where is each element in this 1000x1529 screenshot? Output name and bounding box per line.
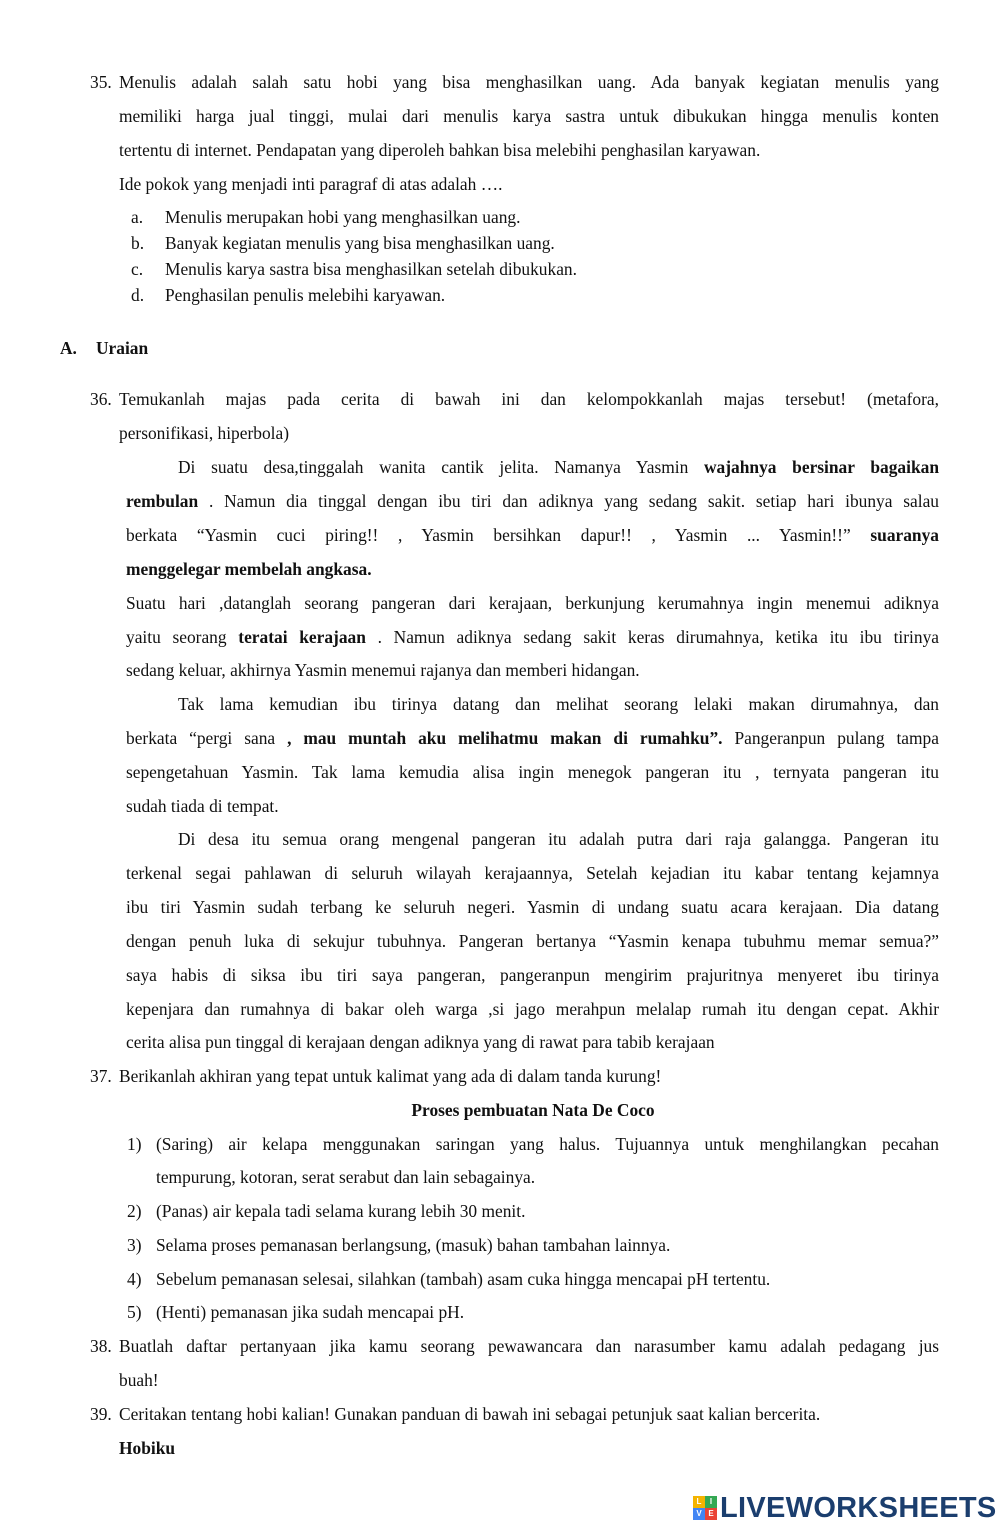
step-4-number: 4): [127, 1269, 142, 1289]
logo-letter-v: V: [693, 1508, 705, 1520]
story-p4-line-5: saya habis di siksa ibu tiri saya pangeran, pangeranpun mengirim prajuritnya menyeret ibu tirinya: [126, 965, 939, 985]
step-5-text: (Henti) pemanasan jika sudah mencapai pH.: [156, 1302, 465, 1322]
step-4-text: Sebelum pemanasan selesai, silahkan (tambah) asam cuka hingga mencapai pH tertentu.: [156, 1269, 771, 1289]
q35-number: 35.: [90, 72, 112, 92]
story-p1-line-2: rembulan . Namun dia tinggal dengan ibu tiri dan adiknya yang sedang sakit. setiap hari ibunya salau: [126, 491, 939, 511]
story-p1-line-1: Di suatu desa,tinggalah wanita cantik jelita. Namanya Yasmin wajahnya bersinar bagaikan: [178, 457, 939, 477]
q37-number: 37.: [90, 1066, 112, 1086]
step-5-number: 5): [127, 1302, 142, 1322]
story-p4-line-6: kepenjara dan rumahnya di bakar oleh warga ,si jago merahpun melalap rumah itu dengan cepat. Akhir: [126, 999, 939, 1019]
story-p4-line-4: dengan penuh luka di sekujur tubuhnya. Pangeran bertanya “Yasmin kenapa tubuhmu memar semua?”: [126, 931, 939, 951]
story-p3-line-3: sepengetahuan Yasmin. Tak lama kemudia alisa ingin menegok pangeran itu , ternyata pangeran itu: [126, 762, 939, 782]
q36-text-line-1: Temukanlah majas pada cerita di bawah ini dan kelompokkanlah majas tersebut! (metafora,: [119, 389, 939, 409]
liveworksheets-logo-icon: [693, 1496, 717, 1520]
q35-option-d[interactable]: Penghasilan penulis melebihi karyawan.: [165, 285, 446, 305]
q35-text-line-1: Menulis adalah salah satu hobi yang bisa menghasilkan uang. Ada banyak kegiatan menulis yang: [119, 72, 939, 92]
q37-title: Proses pembuatan Nata De Coco: [411, 1100, 655, 1120]
q35-option-d-letter: d.: [131, 285, 145, 305]
story-p4-line-3: ibu tiri Yasmin sudah terbang ke seluruh negeri. Yasmin di undang suatu acara kerajaan. Dia datang: [126, 897, 939, 917]
story-p3-line-1: Tak lama kemudian ibu tirinya datang dan melihat seorang lelaki makan dirumahnya, dan: [178, 694, 939, 714]
q35-option-c[interactable]: Menulis karya sastra bisa menghasilkan setelah dibukukan.: [165, 259, 577, 279]
logo-letter-e: E: [705, 1508, 717, 1520]
logo-letter-l: L: [693, 1496, 705, 1508]
story-p2-line-3: sedang keluar, akhirnya Yasmin menemui rajanya dan memberi hidangan.: [126, 660, 640, 680]
story-p2-line-2: yaitu seorang teratai kerajaan . Namun adiknya sedang sakit keras dirumahnya, ketika itu ibu tirinya: [126, 627, 939, 647]
q35-text-line-3: tertentu di internet. Pendapatan yang diperoleh bahkan bisa melebihi penghasilan karyawan.: [119, 140, 761, 160]
q35-question: Ide pokok yang menjadi inti paragraf di atas adalah ….: [119, 174, 503, 194]
step-1-number: 1): [127, 1134, 142, 1154]
q38-text-line-2: buah!: [119, 1370, 159, 1390]
story-p1-line-4: menggelegar membelah angkasa.: [126, 559, 372, 579]
q38-number: 38.: [90, 1336, 112, 1356]
q35-text-line-2: memiliki harga jual tinggi, mulai dari menulis karya sastra untuk dibukukan hingga menulis konten: [119, 106, 939, 126]
story-p2-line-1: Suatu hari ,datanglah seorang pangeran dari kerajaan, berkunjung kerumahnya ingin menemui adiknya: [126, 593, 939, 613]
logo-letter-i: I: [705, 1496, 717, 1508]
q39-subheading: Hobiku: [119, 1438, 176, 1458]
story-p4-line-2: terkenal segai pahlawan di seluruh wilayah kerajaannya, Setelah kejadian itu kabar tentang kejamnya: [126, 863, 939, 883]
q38-text-line-1: Buatlah daftar pertanyaan jika kamu seorang pewawancara dan narasumber kamu adalah pedagang jus: [119, 1336, 939, 1356]
brand-name: LIVEWORKSHEETS: [720, 1491, 997, 1524]
section-title: Uraian: [96, 338, 149, 358]
q35-option-b[interactable]: Banyak kegiatan menulis yang bisa menghasilkan uang.: [165, 233, 555, 253]
q36-number: 36.: [90, 389, 112, 409]
step-1-line-2: tempurung, kotoran, serat serabut dan lain sebagainya.: [156, 1167, 536, 1187]
story-p4-line-7: cerita alisa pun tinggal di kerajaan dengan adiknya yang di rawat para tabib kerajaan: [126, 1032, 715, 1052]
step-3-number: 3): [127, 1235, 142, 1255]
q35-option-c-letter: c.: [131, 259, 144, 279]
q35-option-a-letter: a.: [131, 207, 144, 227]
step-2-text: (Panas) air kepala tadi selama kurang lebih 30 menit.: [156, 1201, 526, 1221]
q39-number: 39.: [90, 1404, 112, 1424]
section-letter: A.: [60, 338, 77, 358]
q35-option-a[interactable]: Menulis merupakan hobi yang menghasilkan uang.: [165, 207, 521, 227]
step-3-text: Selama proses pemanasan berlangsung, (masuk) bahan tambahan lainnya.: [156, 1235, 671, 1255]
story-p3-line-2: berkata “pergi sana , mau muntah aku melihatmu makan di rumahku”. Pangeranpun pulang tampa: [126, 728, 939, 748]
liveworksheets-brand[interactable]: [693, 1490, 997, 1526]
q35-option-b-letter: b.: [131, 233, 145, 253]
story-p3-line-4: sudah tiada di tempat.: [126, 796, 279, 816]
q37-text: Berikanlah akhiran yang tepat untuk kalimat yang ada di dalam tanda kurung!: [119, 1066, 662, 1086]
step-1-line-1: (Saring) air kelapa menggunakan saringan yang halus. Tujuannya untuk menghilangkan pecahan: [156, 1134, 939, 1154]
story-p4-line-1: Di desa itu semua orang mengenal pangeran itu adalah putra dari raja galangga. Pangeran itu: [178, 829, 939, 849]
story-p1-line-3: berkata “Yasmin cuci piring!! , Yasmin bersihkan dapur!! , Yasmin ... Yasmin!!” suaranya: [126, 525, 939, 545]
q39-text: Ceritakan tentang hobi kalian! Gunakan panduan di bawah ini sebagai petunjuk saat kalian bercerita.: [119, 1404, 821, 1424]
step-2-number: 2): [127, 1201, 142, 1221]
q36-text-line-2: personifikasi, hiperbola): [119, 423, 289, 443]
